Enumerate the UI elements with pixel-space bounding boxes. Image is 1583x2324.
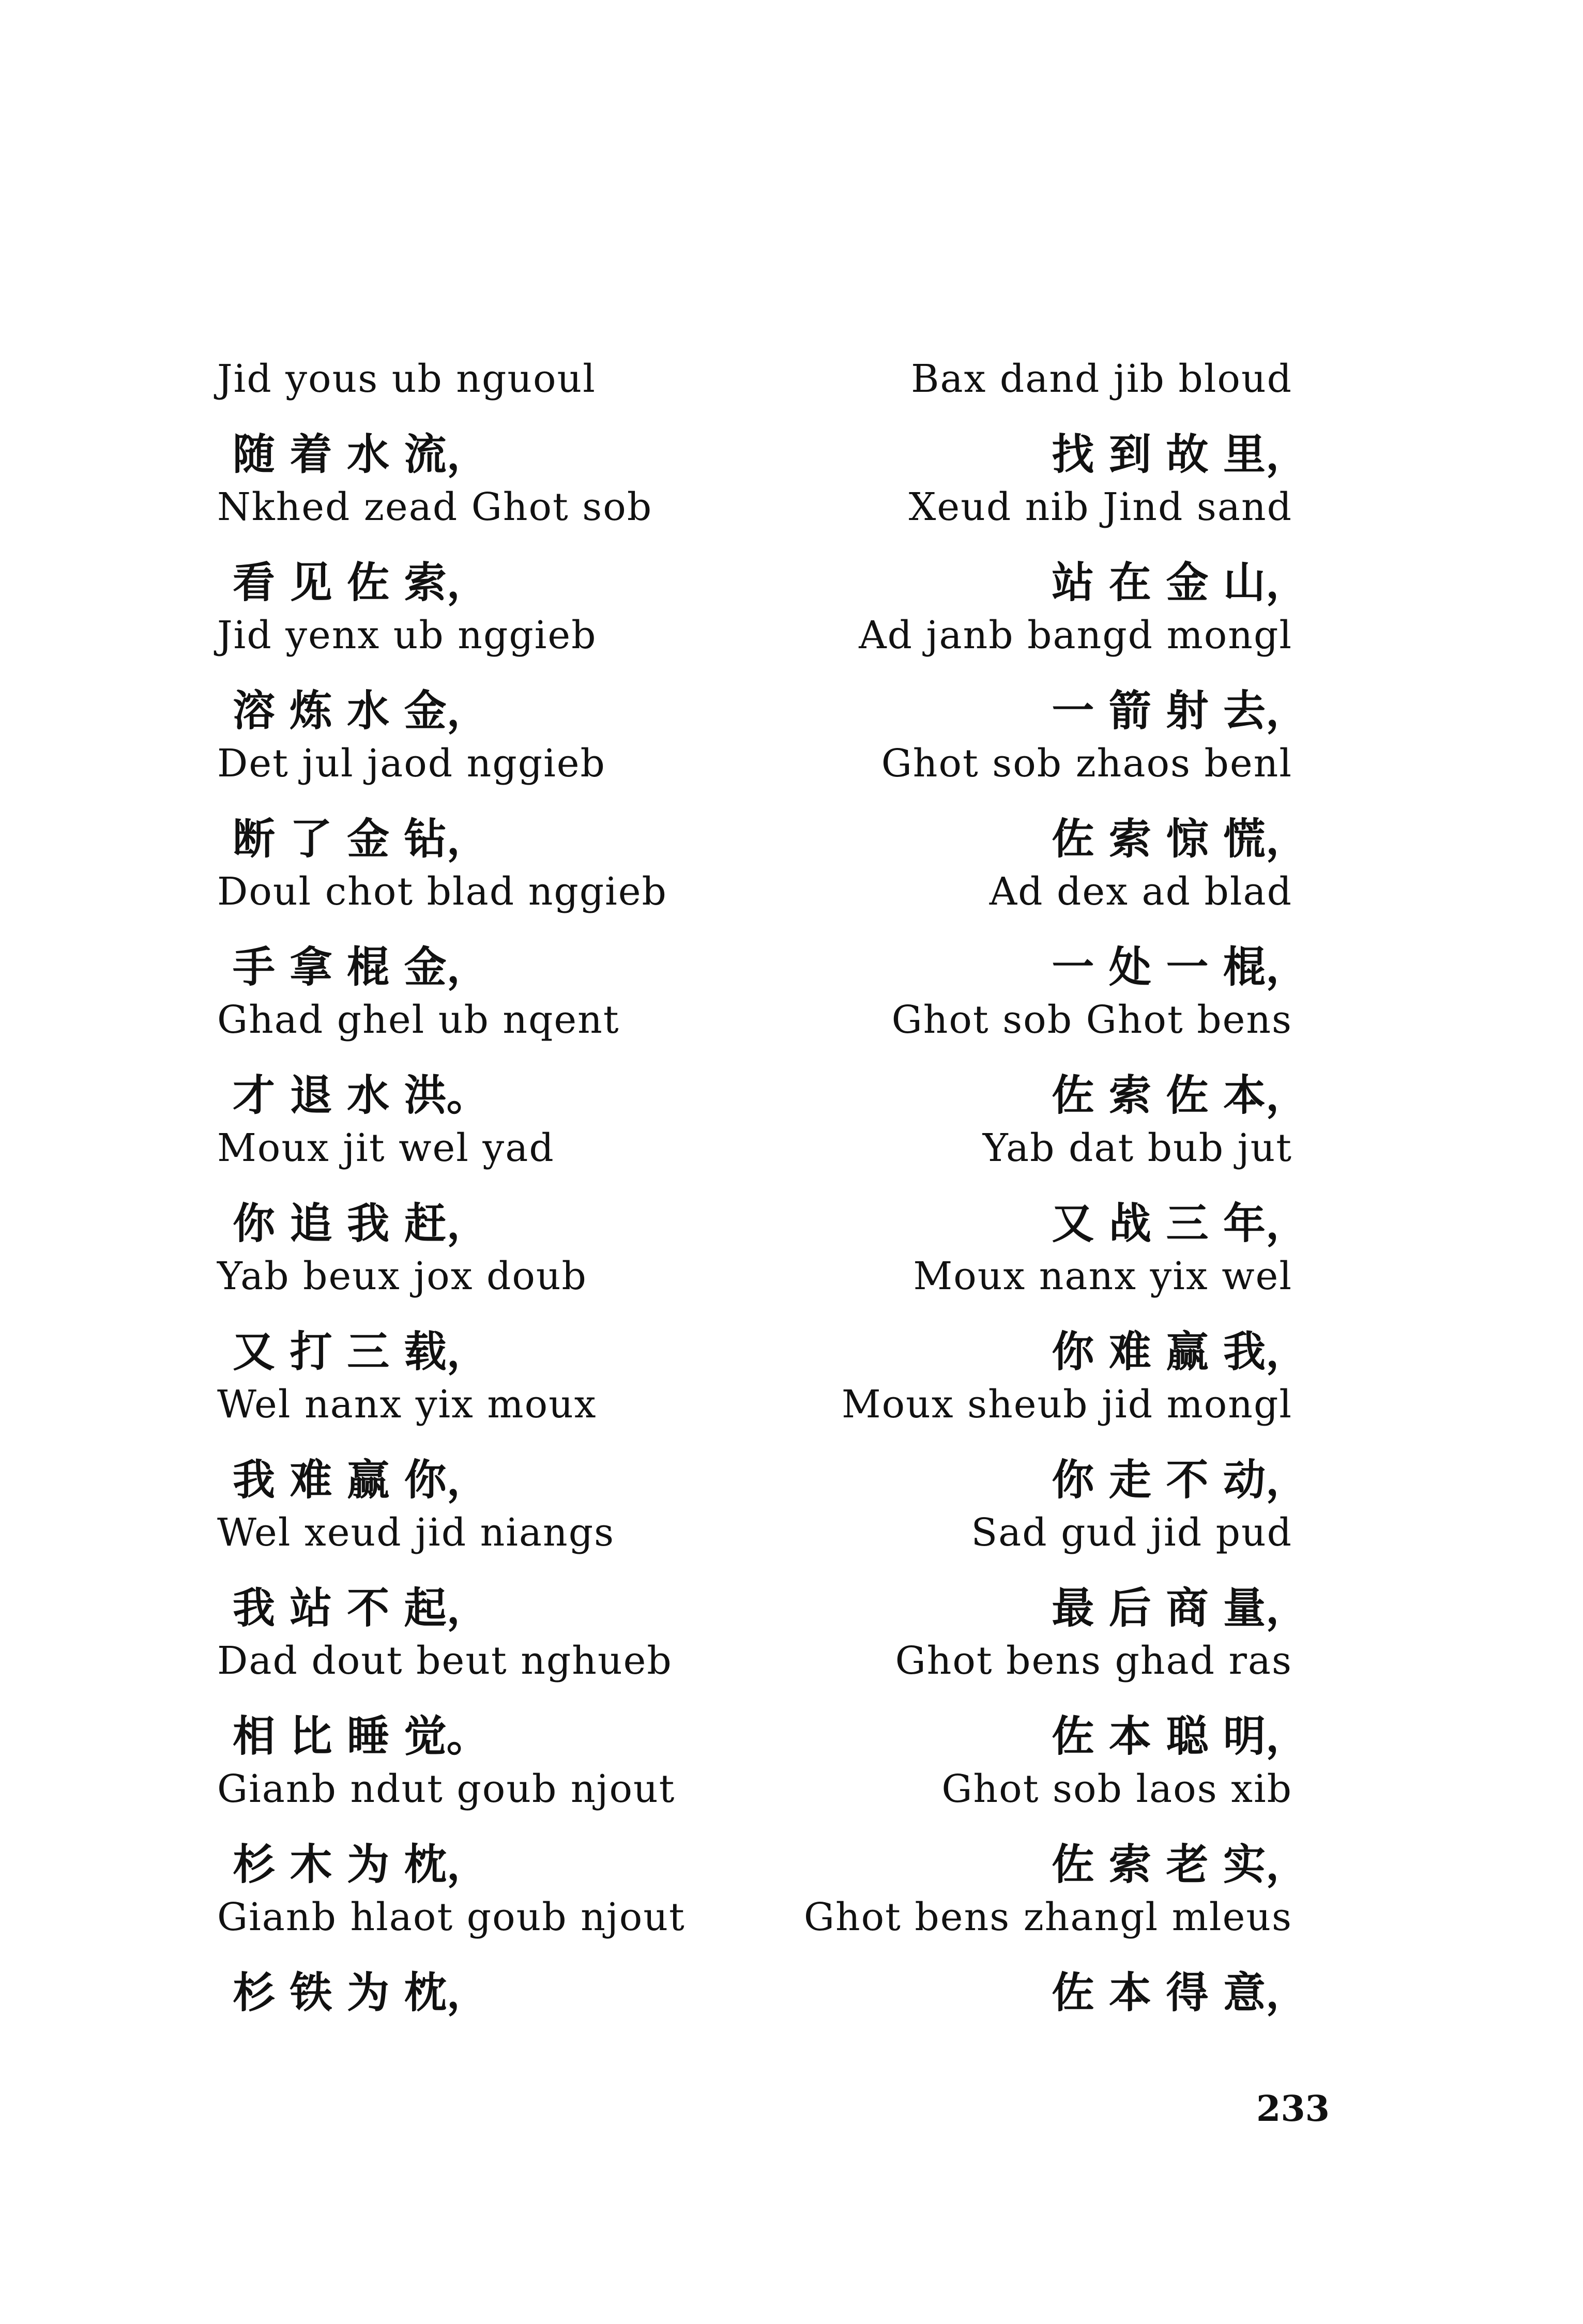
line-first-half: 又 打 三 载，: [233, 1327, 489, 1377]
hmong-line: [217, 1510, 1292, 1555]
line-first-half: Gianb ndut goub njout: [217, 1767, 676, 1811]
line-second-half: Yab dat bub jut: [982, 1126, 1292, 1170]
hmong-line: [217, 357, 1292, 401]
line-second-half: 又 战 三 年，: [1052, 1199, 1308, 1248]
chinese-line: [233, 549, 1308, 609]
chinese-line: [233, 934, 1308, 994]
hmong-line: [217, 613, 1292, 658]
line-first-half: 随 着 水 流，: [233, 430, 489, 479]
chinese-line: [233, 805, 1308, 866]
line-second-half: Ad dex ad blad: [989, 869, 1292, 914]
chinese-line: [233, 1446, 1308, 1507]
line-second-half: 最 后 商 量，: [1052, 1584, 1308, 1633]
chinese-line: [233, 421, 1308, 481]
hmong-line: [217, 1382, 1292, 1427]
line-first-half: 我 站 不 起，: [233, 1584, 489, 1633]
line-first-half: Gianb hlaot goub njout: [217, 1895, 686, 1939]
line-second-half: 佐 索 佐 本，: [1052, 1071, 1308, 1120]
line-second-half: 佐 索 惊 慌，: [1052, 815, 1308, 864]
chinese-line: [233, 1574, 1308, 1635]
hmong-line: [217, 1767, 1292, 1811]
line-first-half: 手 拿 棍 金，: [233, 943, 489, 992]
line-first-half: Ghad ghel ub nqent: [217, 998, 620, 1042]
line-first-half: 相 比 睡 觉。: [233, 1712, 489, 1761]
line-first-half: 杉 铁 为 枕，: [233, 1968, 489, 2017]
line-second-half: Ghot sob Ghot bens: [891, 998, 1292, 1042]
line-first-half: Wel xeud jid niangs: [217, 1510, 615, 1555]
line-first-half: Jid yous ub nguoul: [217, 357, 596, 401]
line-first-half: 断 了 金 钻，: [233, 815, 489, 864]
chinese-line: [233, 1831, 1308, 1891]
hmong-line: [217, 485, 1292, 529]
hmong-line: [217, 1895, 1292, 1939]
line-first-half: 才 退 水 洪。: [233, 1071, 489, 1120]
line-second-half: 站 在 金 山，: [1052, 558, 1308, 607]
line-first-half: Nkhed zead Ghot sob: [217, 485, 653, 529]
line-first-half: Wel nanx yix moux: [217, 1382, 597, 1427]
line-second-half: 一 箭 射 去，: [1052, 686, 1308, 736]
line-first-half: Moux jit wel yad: [217, 1126, 555, 1170]
chinese-line: [233, 1190, 1308, 1250]
line-second-half: Ghot bens ghad ras: [895, 1639, 1292, 1683]
line-second-half: 佐 本 得 意，: [1052, 1968, 1308, 2017]
line-first-half: 杉 木 为 枕，: [233, 1840, 489, 1889]
line-second-half: Xeud nib Jind sand: [908, 485, 1292, 529]
hmong-line: [217, 1254, 1292, 1298]
line-first-half: Dad dout beut nghueb: [217, 1639, 673, 1683]
hmong-line: [217, 1639, 1292, 1683]
hmong-line: [217, 869, 1292, 914]
line-second-half: 佐 索 老 实，: [1052, 1840, 1308, 1889]
line-second-half: Ghot sob laos xib: [941, 1767, 1292, 1811]
line-second-half: 一 处 一 棍，: [1052, 943, 1308, 992]
line-second-half: 找 到 故 里，: [1052, 430, 1308, 479]
line-first-half: Det jul jaod nggieb: [217, 741, 606, 786]
page-number: 233: [1256, 2088, 1330, 2130]
chinese-line: [233, 1959, 1308, 2020]
line-first-half: Doul chot blad nggieb: [217, 869, 667, 914]
chinese-line: [233, 677, 1308, 738]
line-second-half: 佐 本 聪 明，: [1052, 1712, 1308, 1761]
line-second-half: Moux sheub jid mongl: [841, 1382, 1292, 1427]
line-second-half: 你 难 赢 我，: [1052, 1327, 1308, 1377]
line-second-half: Ghot bens zhangl mleus: [803, 1895, 1292, 1939]
chinese-line: [233, 1062, 1308, 1122]
line-first-half: Jid yenx ub nggieb: [217, 613, 597, 658]
line-second-half: Sad gud jid pud: [971, 1510, 1292, 1555]
hmong-line: [217, 741, 1292, 786]
line-second-half: Moux nanx yix wel: [913, 1254, 1292, 1298]
line-first-half: 你 追 我 赶，: [233, 1199, 489, 1248]
hmong-line: [217, 1126, 1292, 1170]
line-first-half: 我 难 赢 你，: [233, 1456, 489, 1505]
line-second-half: Ghot sob zhaos benl: [881, 741, 1292, 786]
line-second-half: Ad janb bangd mongl: [859, 613, 1292, 658]
line-first-half: Yab beux jox doub: [217, 1254, 587, 1298]
line-first-half: 看 见 佐 索，: [233, 558, 489, 607]
line-second-half: Bax dand jib bloud: [911, 357, 1292, 401]
line-second-half: 你 走 不 动，: [1052, 1456, 1308, 1505]
chinese-line: [233, 1703, 1308, 1763]
hmong-line: [217, 998, 1292, 1042]
line-first-half: 溶 炼 水 金，: [233, 686, 489, 736]
chinese-line: [233, 1318, 1308, 1379]
